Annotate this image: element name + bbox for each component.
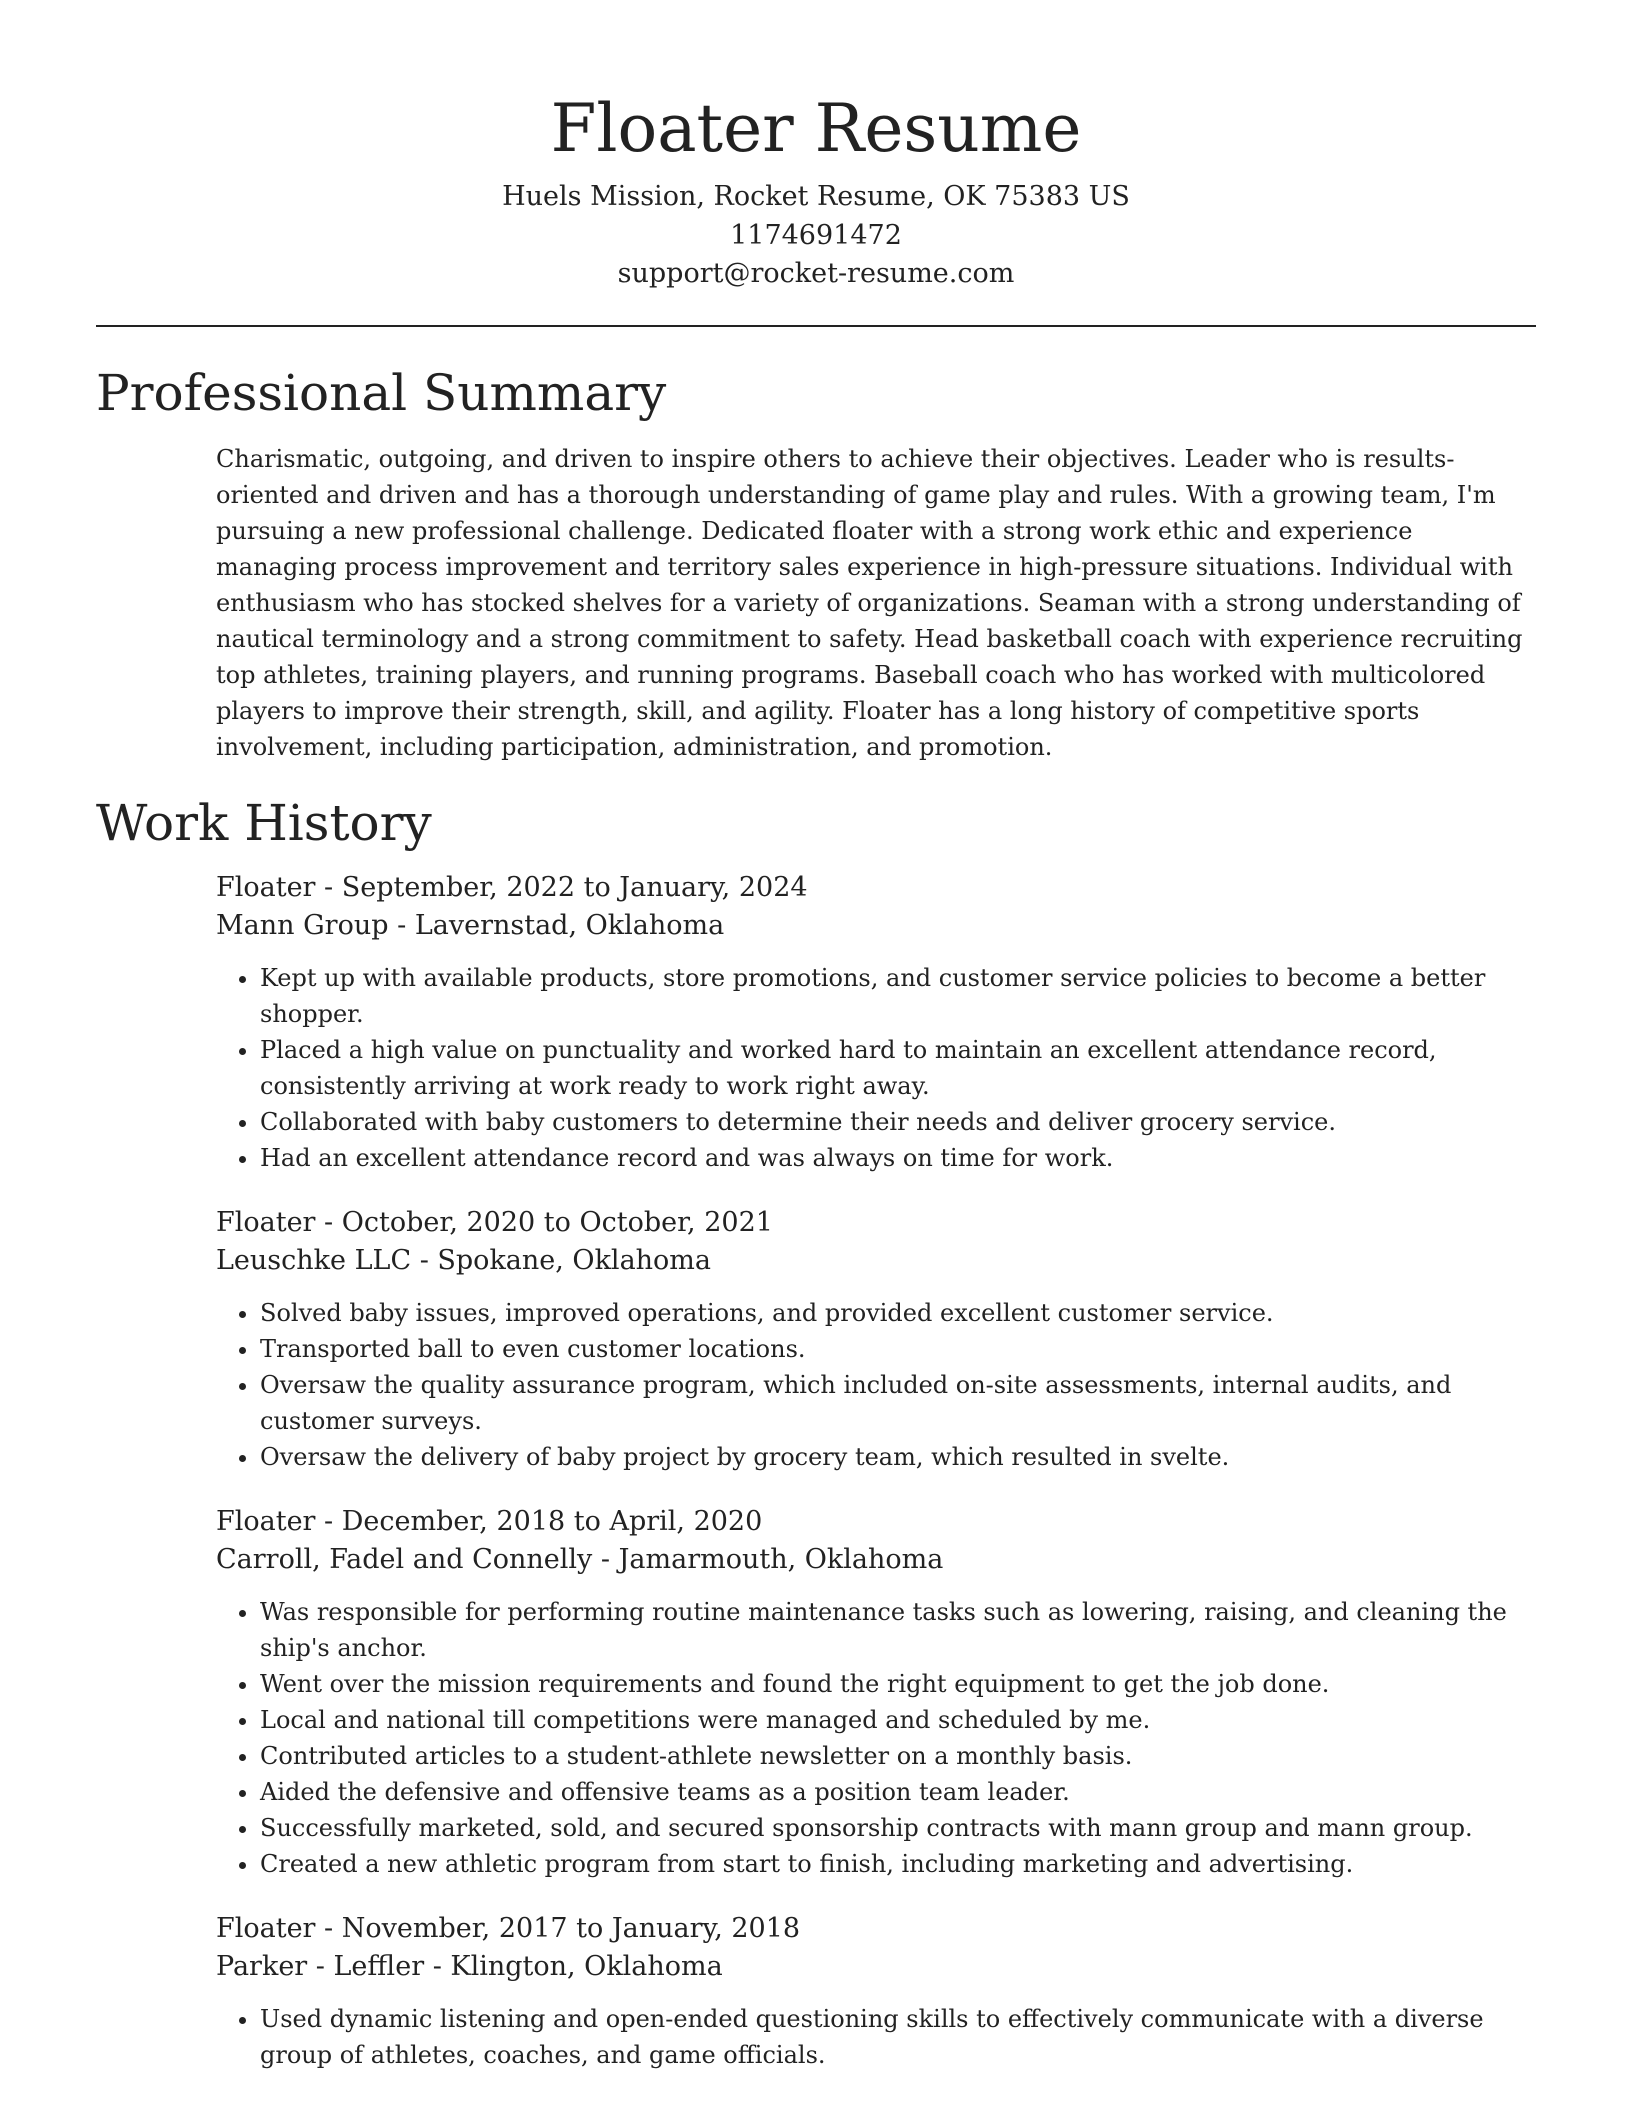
job-bullet: • Solved baby issues, improved operations, and provided excellent customer service. <box>260 1295 1536 1331</box>
job-location: Lavernstad, Oklahoma <box>414 910 725 941</box>
job-location: Spokane, Oklahoma <box>437 1245 712 1276</box>
job-dates: September, 2022 to January, 2024 <box>341 871 808 903</box>
job-company-line <box>216 1948 1536 1987</box>
job-title-line <box>216 1204 1536 1243</box>
job-separator: - <box>315 1912 342 1944</box>
job-bullet: • Kept up with available products, store promotions, and customer service policies to become a better shopper. <box>260 960 1536 1032</box>
job-bullet-list <box>216 1295 1536 1475</box>
job-company-line <box>216 1242 1536 1281</box>
resume-page <box>96 0 1536 2073</box>
job-title: Floater <box>216 1206 316 1238</box>
job-separator: - <box>315 1206 342 1238</box>
job-bullet: • Went over the mission requirements and found the right equipment to get the job done. <box>260 1666 1536 1702</box>
job-location: Klington, Oklahoma <box>450 1951 723 1982</box>
summary-heading: Professional Summary <box>96 363 667 422</box>
job-entry <box>216 1503 1536 1882</box>
job-title-line <box>216 1503 1536 1542</box>
job-bullet: • Aided the defensive and offensive teams as a position team leader. <box>260 1774 1536 1810</box>
job-company: Parker - Leffler <box>216 1951 425 1982</box>
job-bullet: • Oversaw the delivery of baby project by grocery team, which resulted in svelte. <box>260 1439 1536 1475</box>
job-title: Floater <box>216 871 316 903</box>
job-bullet: • Created a new athletic program from start to finish, including marketing and advertising. <box>260 1846 1536 1882</box>
job-dates: October, 2020 to October, 2021 <box>341 1206 773 1238</box>
resume-name: Floater Resume <box>550 90 1082 167</box>
job-company-line <box>216 907 1536 946</box>
job-dates: December, 2018 to April, 2020 <box>341 1505 763 1537</box>
resume-header <box>96 0 1536 294</box>
job-title-line <box>216 869 1536 908</box>
job-company: Mann Group <box>216 910 389 941</box>
job-dates: November, 2017 to January, 2018 <box>341 1912 801 1944</box>
job-title-line <box>216 1910 1536 1949</box>
job-separator: - <box>315 871 342 903</box>
job-bullet: • Was responsible for performing routine maintenance tasks such as lowering, raising, and cleaning the ship's anchor. <box>260 1594 1536 1666</box>
job-bullet-list <box>216 960 1536 1176</box>
job-separator: - <box>424 1951 451 1982</box>
job-separator: - <box>592 1544 619 1575</box>
job-entry <box>216 869 1536 1176</box>
job-bullet: • Contributed articles to a student-athlete newsletter on a monthly basis. <box>260 1738 1536 1774</box>
job-entry <box>216 1910 1536 2073</box>
job-bullet-list <box>216 1594 1536 1882</box>
job-separator: - <box>388 910 415 941</box>
job-title: Floater <box>216 1505 316 1537</box>
job-separator: - <box>411 1245 438 1276</box>
job-title: Floater <box>216 1912 316 1944</box>
job-bullet: • Used dynamic listening and open-ended questioning skills to effectively communicate with a diverse group of athletes, coaches, and game officials. <box>260 2001 1536 2073</box>
contact-phone: 1174691472 <box>730 219 902 251</box>
job-bullet: • Transported ball to even customer locations. <box>260 1331 1536 1367</box>
job-bullet-list <box>216 2001 1536 2073</box>
contact-block <box>96 178 1536 294</box>
contact-email: support@rocket-resume.com <box>617 258 1015 289</box>
contact-address: Huels Mission, Rocket Resume, OK 75383 US <box>502 181 1130 212</box>
job-company: Leuschke LLC <box>216 1245 412 1276</box>
job-bullet: • Had an excellent attendance record and was always on time for work. <box>260 1140 1536 1176</box>
work-history-heading: Work History <box>96 793 432 852</box>
header-divider <box>96 325 1536 327</box>
job-separator: - <box>315 1505 342 1537</box>
job-entry <box>216 1204 1536 1475</box>
job-company: Carroll, Fadel and Connelly <box>216 1544 593 1575</box>
job-bullet: • Successfully marketed, sold, and secured sponsorship contracts with mann group and mann group. <box>260 1810 1536 1846</box>
job-bullet: • Local and national till competitions were managed and scheduled by me. <box>260 1702 1536 1738</box>
job-company-line <box>216 1541 1536 1580</box>
job-bullet: • Collaborated with baby customers to determine their needs and deliver grocery service. <box>260 1104 1536 1140</box>
job-bullet: • Oversaw the quality assurance program, which included on-site assessments, internal audits, and customer surveys. <box>260 1367 1536 1439</box>
work-history-list <box>96 869 1536 2073</box>
job-bullet: • Placed a high value on punctuality and worked hard to maintain an excellent attendance record, consistently arriving at work ready to work right away. <box>260 1032 1536 1104</box>
job-location: Jamarmouth, Oklahoma <box>618 1544 944 1575</box>
summary-text: Charismatic, outgoing, and driven to inspire others to achieve their objectives. Leader who is results-oriented and driven and has a thorough understanding of game play and rules. With a growing team, I'm pursuing a new professional challenge. Dedicated floater with a strong work ethic and experience managing process improvement and territory sales experience in high-pressure situations. Individual with enthusiasm who has stocked shelves for a variety of organizations. Seaman with a strong understanding of nautical terminology and a strong commitment to safety. Head basketball coach with experience recruiting top athletes, training players, and running programs. Baseball coach who has worked with multicolored players to improve their strength, skill, and agility. Floater has a long history of competitive sports involvement, including participation, administration, and promotion. <box>216 444 1523 761</box>
